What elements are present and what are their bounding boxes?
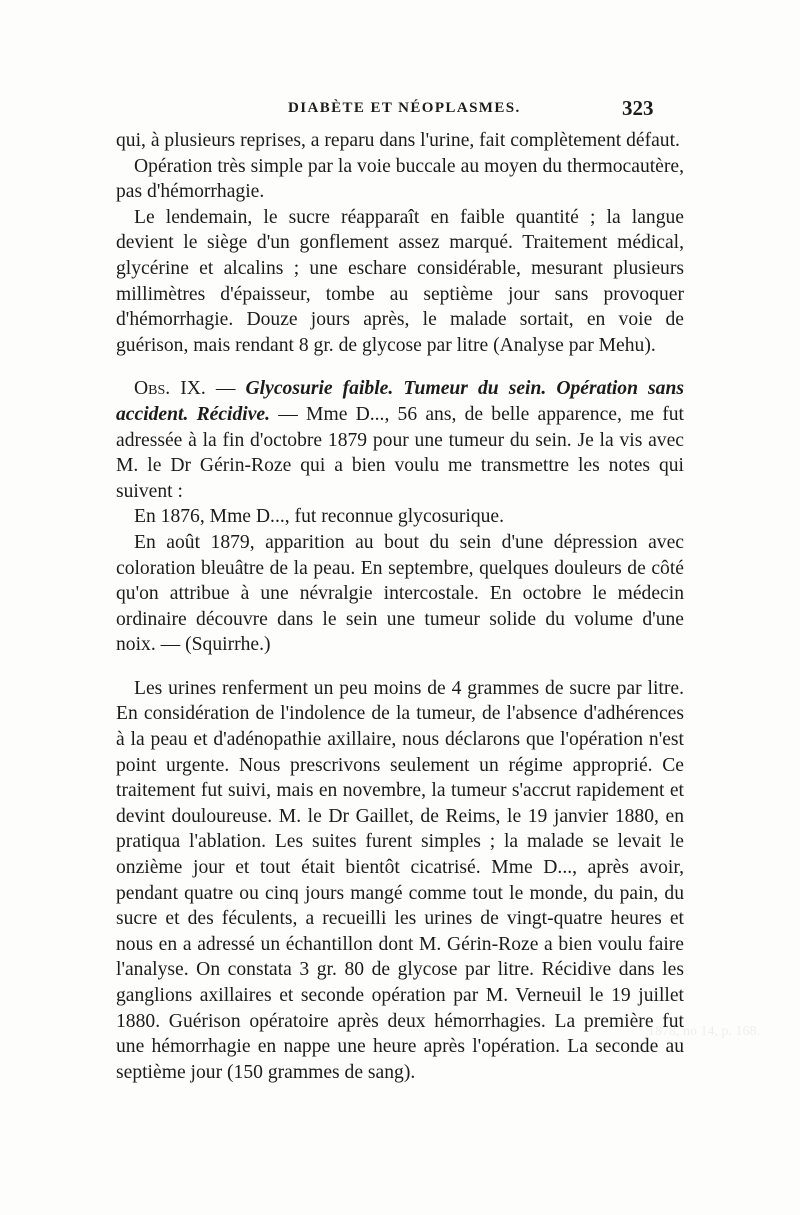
paragraph-lendemain: Le lendemain, le sucre réapparaît en faible quantité ; la langue devient le siège d'un gonflement assez marqué. Traitement médical, glycérine et alcalins ; une eschare considérable, mesurant plusieurs millimètres d'épaisseur, tombe au septième jour sans provoquer d'hémorrhagie. Douze jours après, le malade sortait, en voie de guérison, mais rendant 8 gr. de glycose par litre (Analyse par Mehu). [116, 206, 684, 356]
page-header [0, 96, 800, 124]
observation-heading-paragraph [116, 376, 684, 504]
bleed-through-text: 1878, no 14, p. 168. [648, 1024, 760, 1039]
page-number: 323 [622, 96, 654, 120]
paragraph-1879: En août 1879, apparition au bout du sein d'une dépression avec coloration bleuâtre de la peau. En septembre, quelques douleurs de côté qu'on attribue à une névralgie intercostale. En octobre le médecin ordinaire découvre dans le sein une tumeur solide du volume d'une noix. — (Squirrhe.) [116, 531, 684, 656]
paragraph-urines: Les urines renferment un peu moins de 4 grammes de sucre par litre. En considération de l'indolence de la tumeur, de l'absence d'adhérences à la peau et d'adénopathie axillaire, nous déclarons que l'opération n'est point urgente. Nous prescrivons seulement un régime approprié. Ce traitement fut suivi, mais en novembre, la tumeur s'accrut rapidement et devint douloureuse. M. le Dr Gaillet, de Reims, le 19 janvier 1880, en pratiqua l'ablation. Les suites furent simples ; la malade se levait le onzième jour et tout était bientôt cicatrisé. Mme D..., après avoir, pendant quatre ou cinq jours mangé comme tout le monde, du pain, du sucre et des féculents, a recueilli les urines de vingt-quatre heures et nous en a adressé un échantillon dont M. Gérin-Roze a bien voulu faire l'analyse. On constata 3 gr. 80 de glycose par litre. Récidive dans les ganglions axillaires et seconde opération par M. Verneuil le 19 juillet 1880. Guérison opératoire après deux hémorrhagies. La première fut une hémorrhagie en nappe une heure après l'opération. La seconde au septième jour (150 grammes de sang). [116, 677, 684, 1083]
paragraph-operation: Opération très simple par la voie buccale au moyen du thermocautère, pas d'hémorrhagie. [116, 155, 684, 203]
observation-title: Glycosurie faible. Tumeur du sein. Opération sans accident. Récidive. [116, 378, 684, 425]
body-text [116, 128, 684, 1085]
paragraph-continuation: qui, à plusieurs reprises, a reparu dans l'urine, fait complètement défaut. [116, 130, 680, 151]
paragraph-1876: En 1876, Mme D..., fut reconnue glycosurique. [134, 506, 505, 528]
running-head: DIABÈTE ET NÉOPLASMES. [288, 100, 521, 116]
observation-label: Obs. IX. — [134, 378, 236, 400]
observation-intro: — Mme D..., 56 ans, de belle apparence, me fut adressée à la fin d'octobre 1879 pour une tumeur du sein. Je la vis avec M. le Dr Gérin-Roze qui a bien voulu me transmettre les notes qui suivent : [116, 403, 684, 502]
